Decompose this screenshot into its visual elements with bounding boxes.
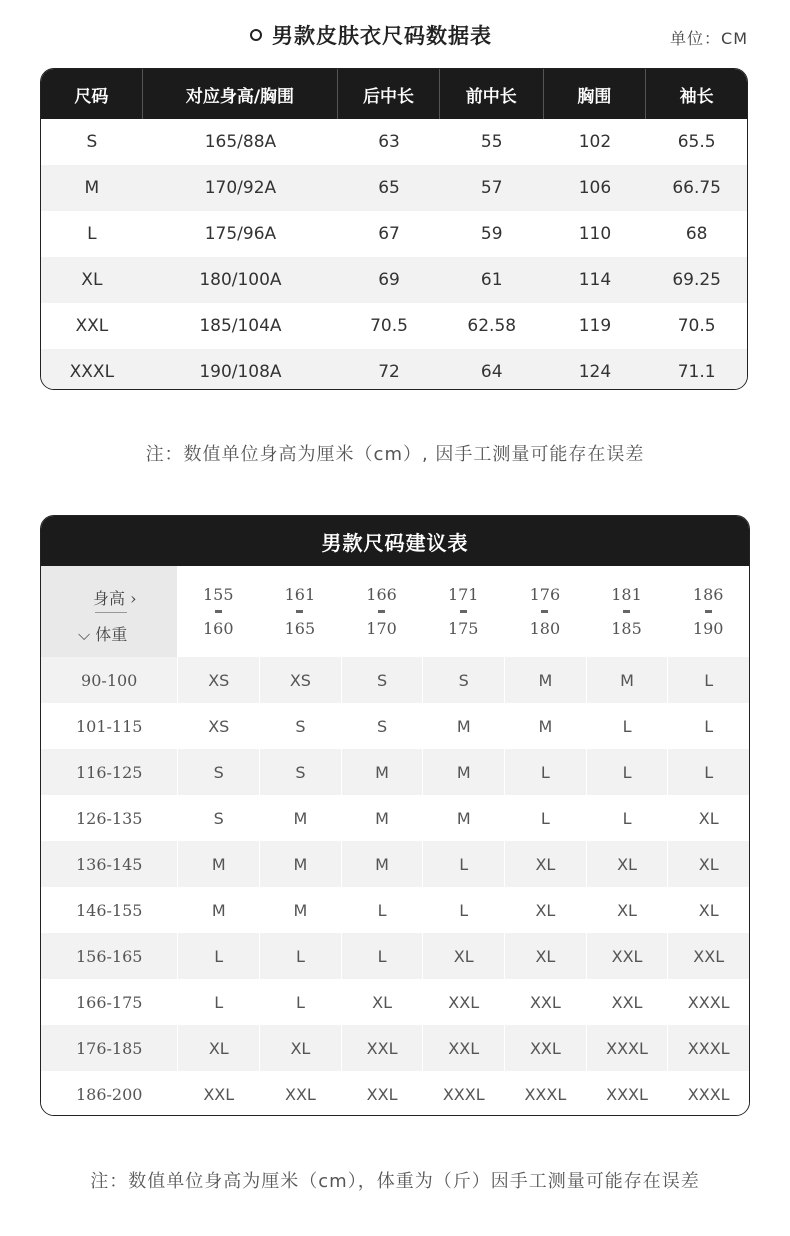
table-cell: 70.5 — [677, 316, 716, 336]
size-cell: M — [504, 657, 586, 703]
size-cell: XXXL — [667, 979, 749, 1025]
table-row — [41, 933, 749, 979]
height-from: 186 — [692, 585, 724, 604]
dash-icon — [378, 610, 385, 613]
table-cell: 175/96A — [204, 224, 277, 244]
height-from: 155 — [202, 585, 234, 604]
table-cell: 67 — [378, 224, 400, 244]
height-from: 181 — [611, 585, 642, 604]
dash-icon — [460, 610, 467, 613]
dash-icon — [215, 610, 222, 613]
size-cell: XXXL — [586, 1071, 668, 1116]
dash-icon — [296, 610, 303, 613]
size-cell: XXXL — [667, 1025, 749, 1071]
size-cell: M — [504, 703, 586, 749]
table-cell: 114 — [578, 270, 612, 290]
size-cell: XL — [667, 841, 749, 887]
table-cell: 65 — [378, 178, 400, 198]
size-cell: XXXL — [586, 1025, 668, 1071]
title-row — [0, 18, 790, 54]
weight-cell: 101-115 — [75, 716, 143, 736]
height-range-cell — [341, 566, 423, 657]
size-cell: L — [259, 933, 341, 979]
dash-icon — [623, 610, 630, 613]
header-cell: 尺码 — [41, 69, 143, 119]
height-to: 175 — [447, 619, 479, 638]
weight-cell: 186-200 — [75, 1084, 143, 1104]
table-cell: L — [87, 224, 97, 244]
height-header-row — [41, 566, 749, 657]
height-range-cell — [667, 566, 749, 657]
size-cell: L — [259, 979, 341, 1025]
unit-label: 单位：CM — [670, 29, 748, 48]
size-cell: XL — [667, 887, 749, 933]
table-row — [41, 257, 747, 303]
table-cell: 69.25 — [672, 270, 721, 290]
size-cell: XXL — [341, 1025, 423, 1071]
size-cell: L — [667, 703, 749, 749]
size-cell: M — [177, 841, 259, 887]
size-cell: XL — [667, 795, 749, 841]
table-cell: 106 — [578, 178, 612, 198]
size-table-body — [41, 119, 747, 390]
header-cell: 后中长 — [338, 69, 440, 119]
height-to: 190 — [692, 619, 724, 638]
suggestion-table-body — [41, 657, 749, 1116]
table-cell: 70.5 — [370, 316, 408, 336]
size-cell: XXL — [504, 1025, 586, 1071]
size-cell: XXXL — [504, 1071, 586, 1116]
size-cell: L — [341, 887, 423, 933]
table-row — [41, 165, 747, 211]
size-cell: XL — [341, 979, 423, 1025]
size-cell: M — [341, 841, 423, 887]
weight-cell: 90-100 — [81, 670, 138, 690]
size-cell: S — [259, 703, 341, 749]
table-row — [41, 979, 749, 1025]
height-from: 166 — [366, 585, 397, 604]
size-cell: M — [259, 841, 341, 887]
size-cell: XL — [177, 1025, 259, 1071]
size-cell: XXL — [259, 1071, 341, 1116]
size-cell: XL — [504, 933, 586, 979]
size-cell: XXXL — [422, 1071, 504, 1116]
size-cell: S — [341, 703, 423, 749]
size-cell: XXL — [586, 979, 668, 1025]
size-cell: S — [177, 795, 259, 841]
header-cell: 前中长 — [440, 69, 544, 119]
size-cell: XXL — [422, 979, 504, 1025]
size-cell: M — [422, 795, 504, 841]
size-cell: XL — [504, 841, 586, 887]
table-cell: XXXL — [69, 362, 115, 382]
size-cell: M — [422, 749, 504, 795]
table-cell: 165/88A — [204, 132, 277, 152]
height-axis-label: 身高 › — [93, 589, 137, 608]
size-cell: L — [586, 703, 668, 749]
size-cell: XXL — [422, 1025, 504, 1071]
table-row — [41, 887, 749, 933]
table-row — [41, 749, 749, 795]
size-cell: M — [259, 887, 341, 933]
table-cell: M — [84, 178, 100, 198]
height-from: 176 — [529, 585, 561, 604]
size-cell: S — [422, 657, 504, 703]
size-cell: M — [177, 887, 259, 933]
height-range-cell — [177, 566, 259, 657]
suggestion-table-title: 男款尺码建议表 — [41, 516, 749, 566]
size-table-header — [41, 69, 747, 119]
height-to: 165 — [284, 619, 316, 638]
size-cell: L — [341, 933, 423, 979]
size-cell: L — [422, 841, 504, 887]
table-cell: S — [86, 132, 98, 152]
table-cell: XL — [81, 270, 103, 290]
weight-cell: 156-165 — [75, 946, 143, 966]
size-cell: XXXL — [667, 1071, 749, 1116]
size-cell: XS — [177, 657, 259, 703]
size-cell: XL — [259, 1025, 341, 1071]
divider — [95, 612, 127, 613]
table-row — [41, 1071, 749, 1116]
page-title: 男款皮肤衣尺码数据表 — [272, 24, 492, 48]
header-cell: 胸围 — [544, 69, 647, 119]
weight-cell: 146-155 — [75, 900, 143, 920]
size-cell: XXL — [341, 1071, 423, 1116]
table-cell: 72 — [378, 362, 400, 382]
size-cell: XS — [259, 657, 341, 703]
header-cell: 对应身高/胸围 — [143, 69, 338, 119]
table-cell: 190/108A — [199, 362, 282, 382]
size-cell: XL — [422, 933, 504, 979]
size-cell: XXL — [177, 1071, 259, 1116]
table-cell: 180/100A — [199, 270, 282, 290]
table-cell: 55 — [480, 132, 503, 152]
size-cell: XXL — [667, 933, 749, 979]
height-from: 161 — [284, 585, 316, 604]
dash-icon — [705, 610, 712, 613]
table-cell: 71.1 — [677, 362, 716, 382]
size-cell: M — [341, 795, 423, 841]
height-to: 160 — [202, 619, 234, 638]
size-cell: XL — [586, 841, 668, 887]
size-cell: XS — [177, 703, 259, 749]
table-cell: 68 — [685, 224, 708, 244]
size-cell: L — [504, 749, 586, 795]
size-cell: M — [422, 703, 504, 749]
size-cell: L — [586, 749, 668, 795]
table-row — [41, 1025, 749, 1071]
height-range-cell — [259, 566, 341, 657]
size-table-note: 注：数值单位身高为厘米（cm）, 因手工测量可能存在误差 — [145, 444, 645, 465]
size-cell: M — [341, 749, 423, 795]
size-cell: L — [586, 795, 668, 841]
weight-cell: 116-125 — [75, 762, 143, 782]
weight-cell: 126-135 — [75, 808, 143, 828]
height-range-cell — [422, 566, 504, 657]
height-from: 171 — [447, 585, 479, 604]
corner-cell — [41, 566, 177, 657]
table-cell: 170/92A — [204, 178, 277, 198]
table-cell: 102 — [578, 132, 612, 152]
weight-cell: 176-185 — [75, 1038, 143, 1058]
table-cell: 64 — [480, 362, 503, 382]
table-cell: 110 — [578, 224, 612, 244]
table-cell: 59 — [480, 224, 503, 244]
size-cell: S — [341, 657, 423, 703]
size-cell: XL — [586, 887, 668, 933]
table-row — [41, 841, 749, 887]
size-cell: XXL — [586, 933, 668, 979]
table-row — [41, 211, 747, 257]
table-row — [41, 303, 747, 349]
size-suggestion-table — [40, 515, 750, 1116]
height-range-cell — [504, 566, 586, 657]
size-cell: XXL — [504, 979, 586, 1025]
table-cell: 69 — [378, 270, 400, 290]
size-cell: S — [177, 749, 259, 795]
size-cell: M — [259, 795, 341, 841]
size-cell: S — [259, 749, 341, 795]
dash-icon — [541, 610, 548, 613]
size-cell: M — [586, 657, 668, 703]
title-wrap — [250, 20, 492, 50]
table-cell: 57 — [480, 178, 503, 198]
size-cell: L — [177, 979, 259, 1025]
table-row — [41, 349, 747, 390]
suggestion-table-note: 注：数值单位身高为厘米（cm），体重为（斤）因手工测量可能存在误差 — [90, 1171, 700, 1192]
weight-axis-label: ⌵ 体重 — [78, 625, 128, 644]
table-cell: 65.5 — [677, 132, 716, 152]
size-cell: L — [667, 657, 749, 703]
table-cell: XXL — [75, 316, 109, 336]
table-cell: 63 — [378, 132, 400, 152]
height-to: 180 — [529, 619, 561, 638]
table-cell: 61 — [480, 270, 503, 290]
height-range-cell — [586, 566, 668, 657]
table-row — [41, 657, 749, 703]
weight-cell: 166-175 — [75, 992, 143, 1012]
header-cell: 袖长 — [679, 86, 714, 107]
table-cell: 119 — [578, 316, 612, 336]
size-cell: L — [667, 749, 749, 795]
table-cell: 185/104A — [199, 316, 282, 336]
size-cell: L — [177, 933, 259, 979]
weight-cell: 136-145 — [75, 854, 143, 874]
table-cell: 124 — [578, 362, 612, 382]
size-cell: L — [504, 795, 586, 841]
table-cell: 62.58 — [467, 316, 517, 336]
height-to: 185 — [611, 619, 642, 638]
table-row — [41, 703, 749, 749]
table-row — [41, 119, 747, 165]
circle-icon — [250, 29, 262, 41]
size-cell: L — [422, 887, 504, 933]
size-data-table — [40, 68, 748, 390]
table-row — [41, 795, 749, 841]
height-to: 170 — [366, 619, 397, 638]
size-cell: XL — [504, 887, 586, 933]
table-cell: 66.75 — [672, 178, 721, 198]
